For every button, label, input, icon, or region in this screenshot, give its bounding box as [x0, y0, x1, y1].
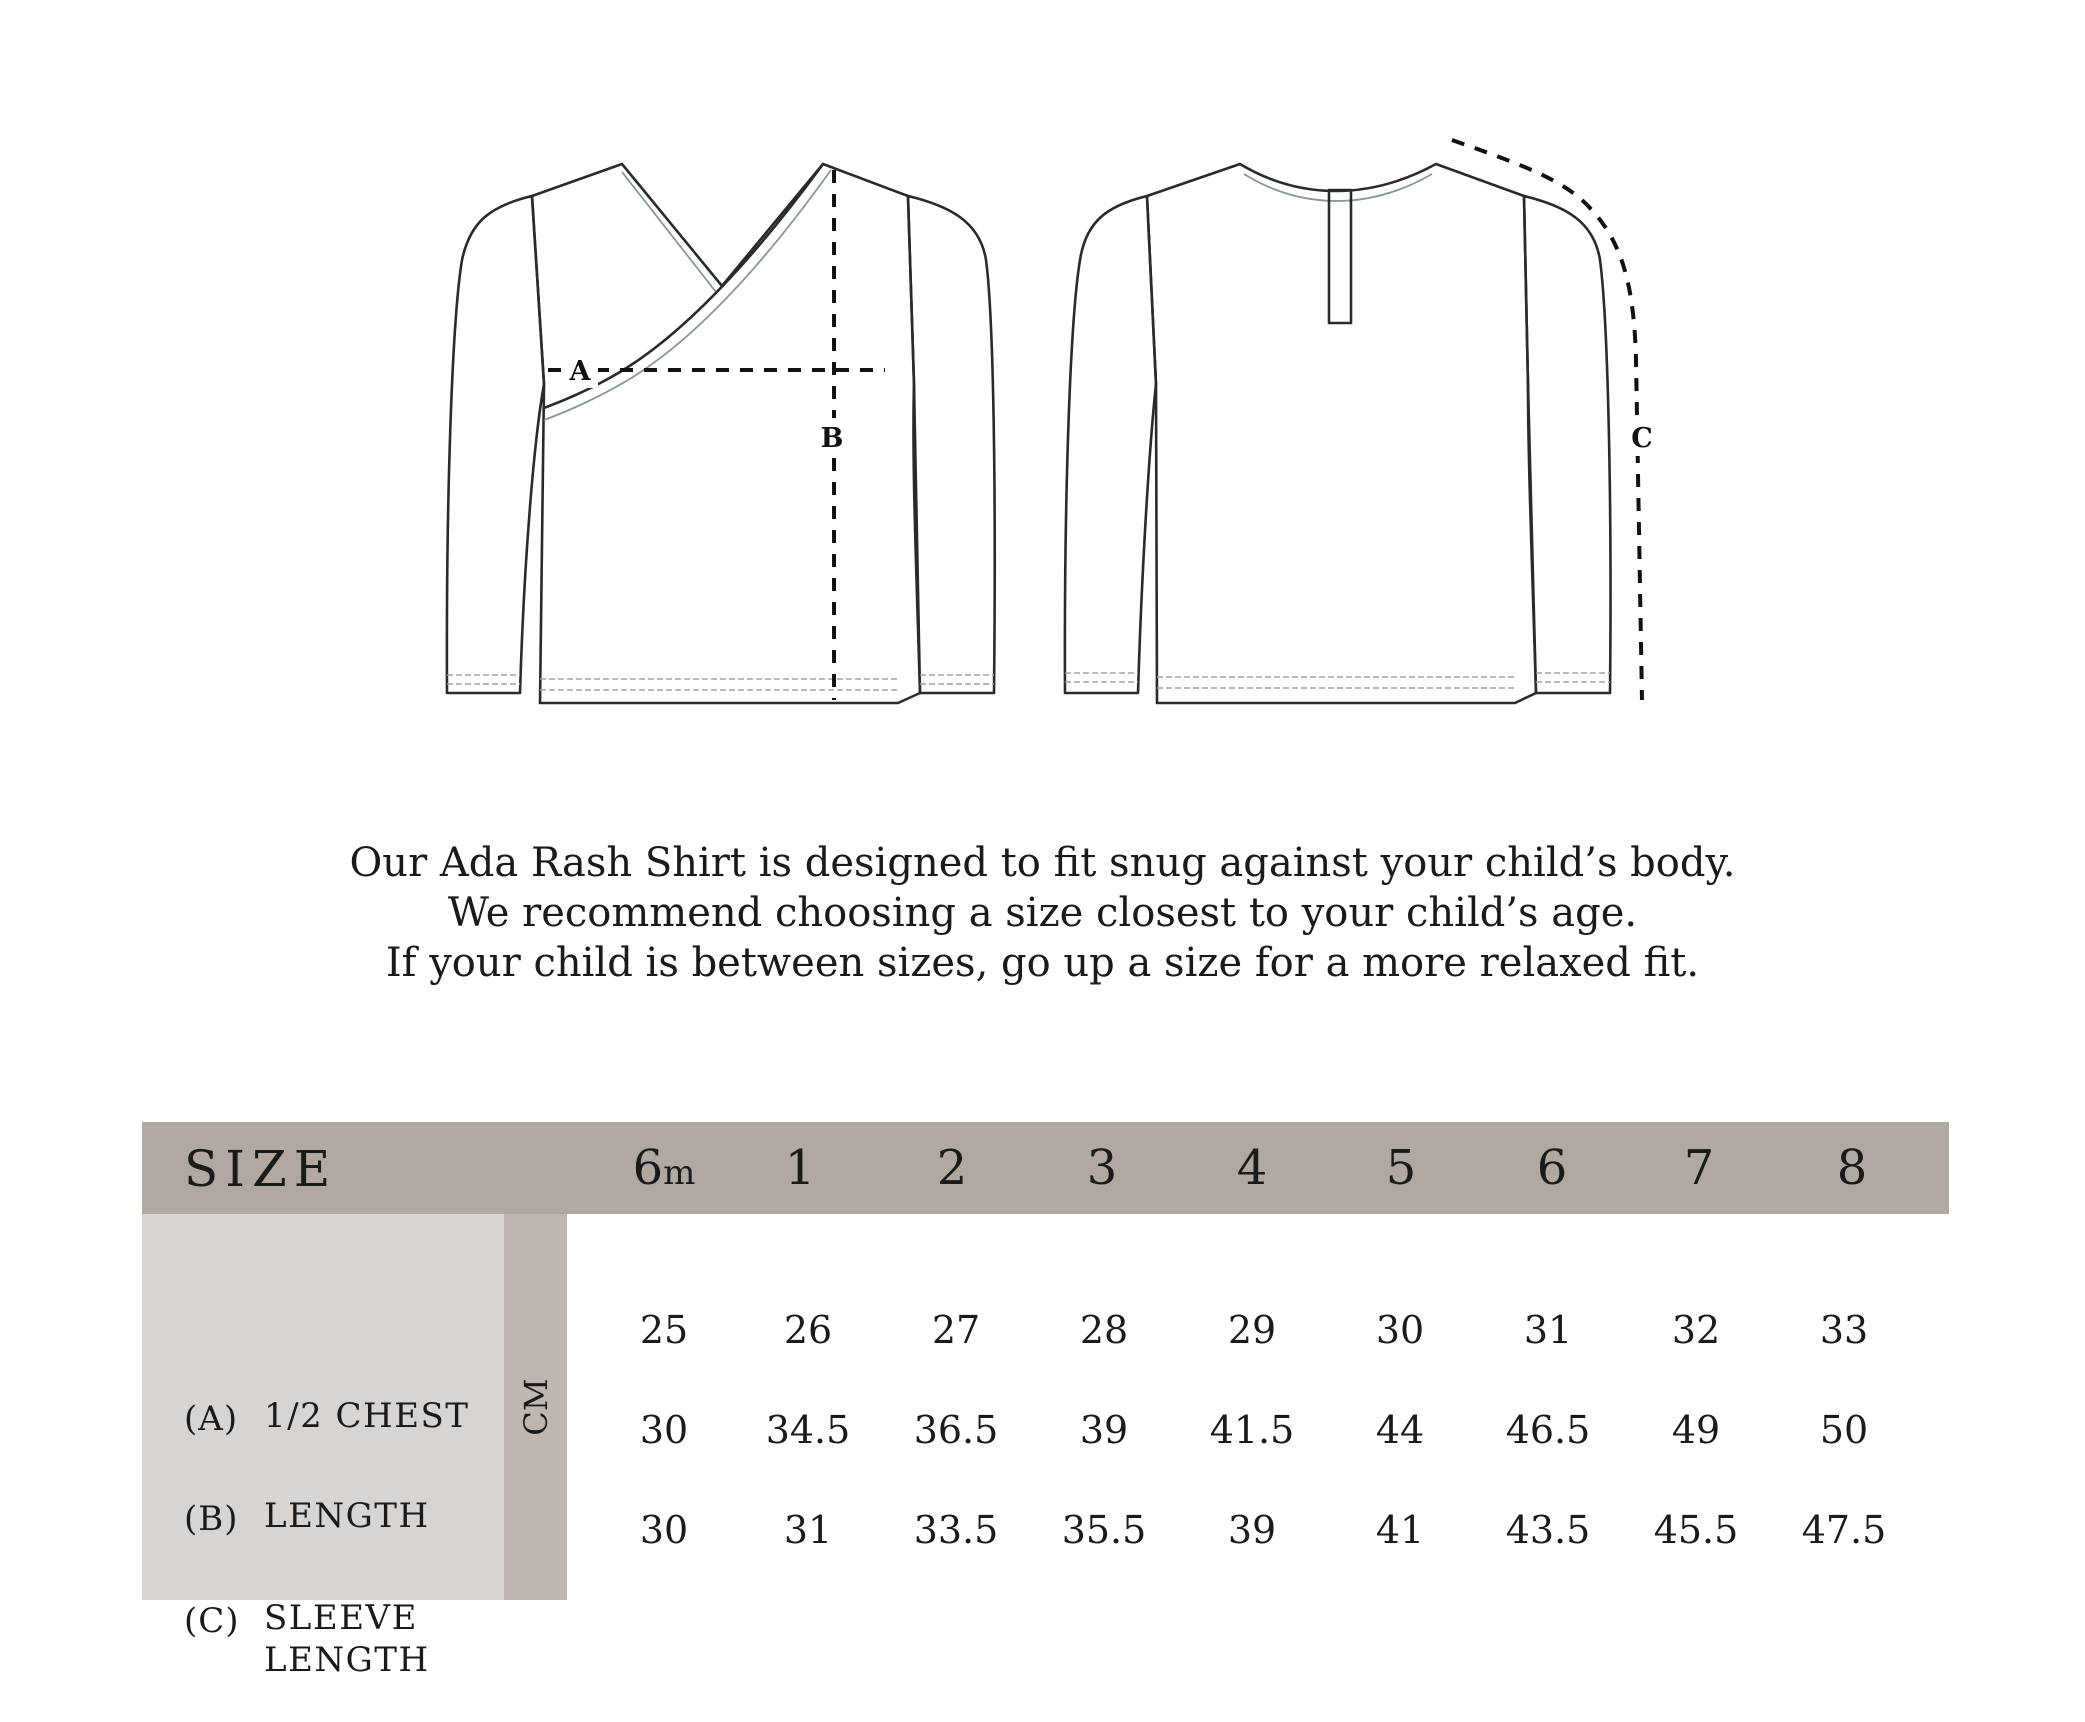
size-column-8: 8: [1836, 1140, 1868, 1196]
row-name-sleeve-line1: SLEEVE: [264, 1598, 418, 1638]
size-column-2: 2: [936, 1140, 968, 1196]
sleeve-cell-8: 47.5: [1801, 1508, 1887, 1552]
sleeve-measure-line: [1452, 140, 1642, 700]
size-column-3: 3: [1086, 1140, 1118, 1196]
length-cell-5: 44: [1375, 1408, 1425, 1452]
length-cell-6m: 30: [639, 1408, 689, 1452]
size-6m-number: 6: [632, 1140, 664, 1196]
front-body: [532, 164, 920, 703]
size-column-7: 7: [1683, 1140, 1715, 1196]
measurement-guides: [548, 140, 1664, 700]
size-column-6m: [609, 1140, 719, 1196]
length-cell-8: 50: [1819, 1408, 1869, 1452]
back-view: [1065, 164, 1611, 703]
front-hem-stitch: [540, 679, 898, 690]
size-6m-suffix: m: [663, 1153, 696, 1193]
row-letter-sleeve: (C): [184, 1601, 240, 1641]
chest-cell-6: 31: [1523, 1308, 1573, 1352]
chest-cell-8: 33: [1819, 1308, 1869, 1352]
length-cell-1: 34.5: [765, 1408, 851, 1452]
length-cell-4: 41.5: [1209, 1408, 1295, 1452]
sleeve-cell-6: 43.5: [1505, 1508, 1591, 1552]
sleeve-cell-5: 41: [1375, 1508, 1425, 1552]
chest-cell-7: 32: [1671, 1308, 1721, 1352]
chest-cell-2: 27: [931, 1308, 981, 1352]
chest-cell-3: 28: [1079, 1308, 1129, 1352]
sleeve-cell-4: 39: [1227, 1508, 1277, 1552]
row-letter-length: (B): [184, 1499, 239, 1539]
size-column-1: 1: [784, 1140, 816, 1196]
size-chart-table: [142, 1122, 1949, 1680]
row-letter-chest: (A): [184, 1399, 239, 1439]
row-name-sleeve: [264, 1597, 430, 1681]
back-hem-stitch: [1157, 677, 1515, 688]
row-name-length-line1: LENGTH: [264, 1496, 430, 1536]
length-cell-7: 49: [1671, 1408, 1721, 1452]
row-name-sleeve-line2: LENGTH: [264, 1640, 430, 1680]
sleeve-cell-1: 31: [783, 1508, 833, 1552]
unit-label: CM: [516, 1378, 555, 1436]
unit-strip: [504, 1214, 567, 1600]
fit-guidance-text: [0, 838, 2085, 988]
back-cuff-left-stitch: [1065, 673, 1138, 682]
back-right-sleeve: [1524, 196, 1611, 693]
row-name-chest-line1: 1/2 CHEST: [264, 1396, 470, 1436]
size-header-row: [142, 1122, 1949, 1214]
chest-cell-1: 26: [783, 1308, 833, 1352]
back-placket: [1329, 190, 1351, 323]
chest-cell-5: 30: [1375, 1308, 1425, 1352]
front-view: [447, 164, 995, 703]
length-marker-label: B: [820, 423, 844, 454]
length-cell-2: 36.5: [913, 1408, 999, 1452]
front-neck-trim-left: [622, 172, 716, 292]
back-cuff-right-stitch: [1536, 673, 1610, 682]
measurement-label-panel: [142, 1214, 504, 1680]
fit-guidance-line-1: Our Ada Rash Shirt is designed to fit snug against your child’s body.: [349, 840, 1736, 886]
front-left-sleeve: [447, 196, 544, 693]
chest-cell-4: 29: [1227, 1308, 1277, 1352]
sleeve-marker-label: C: [1631, 423, 1653, 454]
front-right-sleeve: [908, 196, 995, 693]
row-name-chest: [264, 1395, 469, 1437]
length-cell-3: 39: [1079, 1408, 1129, 1452]
front-cuff-left-stitch: [447, 675, 520, 684]
sleeve-cell-3: 35.5: [1061, 1508, 1147, 1552]
garment-diagram: [0, 0, 2085, 760]
chest-cell-6m: 25: [639, 1308, 689, 1352]
size-column-4: 4: [1236, 1140, 1268, 1196]
sleeve-cell-7: 45.5: [1653, 1508, 1739, 1552]
sleeve-cell-2: 33.5: [913, 1508, 999, 1552]
sleeve-cell-6m: 30: [639, 1508, 689, 1552]
chest-marker-label: A: [569, 356, 591, 387]
size-heading: SIZE: [184, 1140, 338, 1198]
length-cell-6: 46.5: [1505, 1408, 1591, 1452]
size-column-5: 5: [1385, 1140, 1417, 1196]
front-cuff-right-stitch: [920, 675, 994, 684]
back-body: [1147, 164, 1536, 703]
size-column-6: 6: [1536, 1140, 1568, 1196]
fit-guidance-line-2: We recommend choosing a size closest to your child’s age.: [447, 890, 1638, 936]
fit-guidance-line-3: If your child is between sizes, go up a size for a more relaxed fit.: [385, 940, 1700, 986]
row-name-length: [264, 1495, 430, 1537]
back-left-sleeve: [1065, 196, 1156, 693]
